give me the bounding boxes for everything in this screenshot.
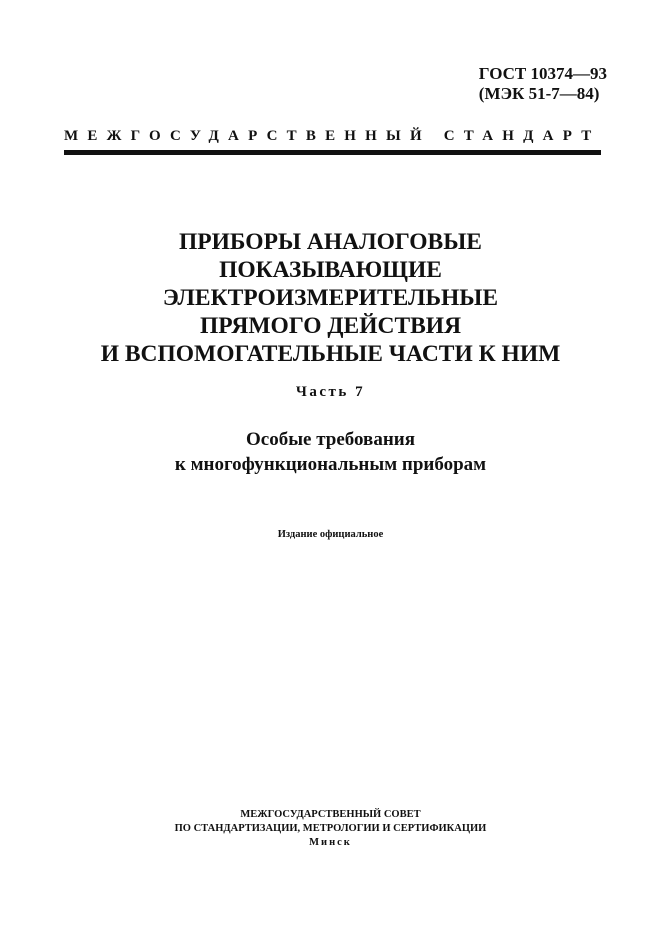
header-divider	[64, 150, 601, 155]
title-line: ПРИБОРЫ АНАЛОГОВЫЕ	[179, 229, 482, 255]
gost-number: ГОСТ 10374—93	[478, 64, 607, 83]
part-label: Часть 7	[295, 384, 366, 400]
publisher-city: Минск	[309, 837, 352, 848]
title-line: ЭЛЕКТРОИЗМЕРИТЕЛЬНЫЕ	[162, 285, 499, 311]
standard-identifier	[479, 64, 607, 104]
standard-type-heading: МЕЖГОСУДАРСТВЕННЫЙ СТАНДАРТ	[64, 128, 601, 144]
edition-label: Издание официальное	[277, 529, 384, 540]
title-line: И ВСПОМОГАТЕЛЬНЫЕ ЧАСТИ К НИМ	[100, 341, 561, 367]
publisher-line: ПО СТАНДАРТИЗАЦИИ, МЕТРОЛОГИИ И СЕРТИФИКАЦИИ	[174, 823, 487, 834]
subtitle-line: Особые требования	[245, 429, 415, 450]
document-subtitle	[0, 427, 661, 477]
publisher-line: МЕЖГОСУДАРСТВЕННЫЙ СОВЕТ	[240, 809, 421, 820]
document-title	[0, 228, 661, 368]
subtitle-line: к многофункциональным приборам	[174, 454, 487, 475]
title-line: ПРЯМОГО ДЕЙСТВИЯ	[199, 313, 462, 339]
title-line: ПОКАЗЫВАЮЩИЕ	[219, 257, 442, 283]
publisher-block	[0, 808, 661, 850]
iec-number: (МЭК 51-7—84)	[478, 84, 600, 103]
